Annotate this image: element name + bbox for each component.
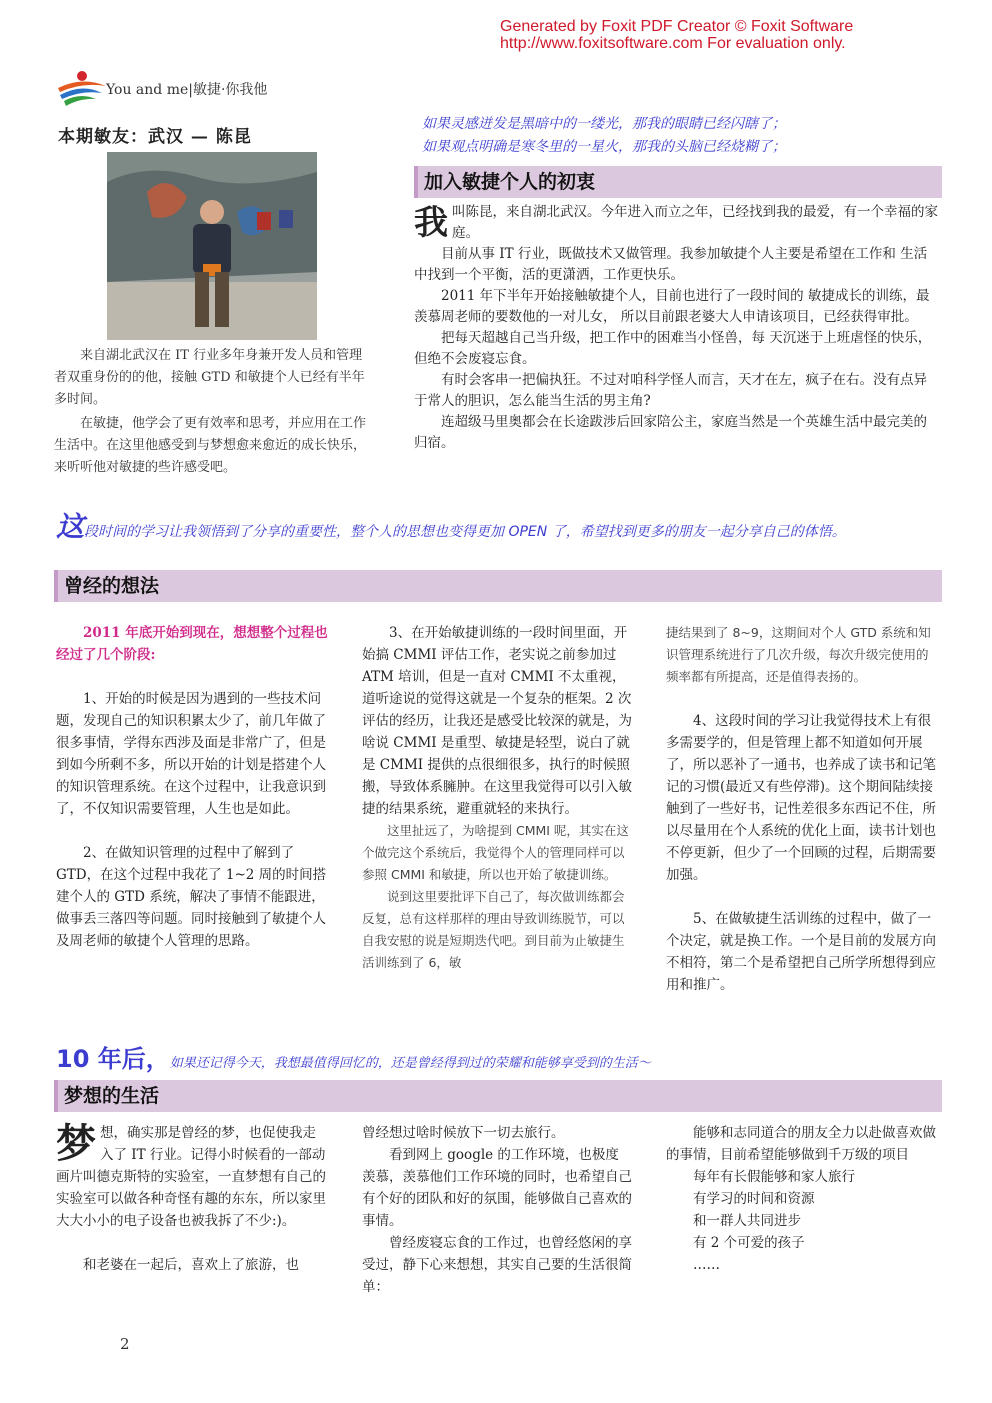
quote-line: 如果灵感迸发是黑暗中的一缕光，那我的眼睛已经闪瞎了； [422, 116, 786, 132]
profile-photo [107, 152, 317, 340]
motivation-paragraph: 有时会客串一把偏执狂。不过对咱科学怪人而言，天才在左，疯子在右。没有点异于常人的胆识，怎么能当生活的男主角? [414, 372, 927, 409]
dream-paragraph: 曾经废寝忘食的工作过，也曾经悠闲的享受过，静下心来想想，其实自己要的生活很简单： [362, 1235, 632, 1295]
section-heading-dream-life: 梦想的生活 [54, 1080, 942, 1112]
motivation-paragraph: 连超级马里奥都会在长途跋涉后回家陪公主，家庭当然是一个英雄生活中最完美的归宿。 [414, 414, 927, 451]
dream-list-item: …… [693, 1257, 720, 1273]
quote-text: 如果还记得今天，我想最值得回忆的，还是曾经得到过的荣耀和能够享受到的生活～ [169, 1056, 651, 1071]
sharing-quote [56, 510, 946, 545]
dream-life-column-1 [56, 1122, 328, 1276]
profile-caption [54, 345, 369, 481]
stage-paragraph: 3、在开始敏捷训练的一段时间里面，开始搞 CMMI 评估工作，老实说之前参加过 ATM 培训，但是一直对 CMMI 不太重视，道听途说的觉得这就是一个复杂的框架。2 次评估的经历，让我还是感受比较深的就是，为啥说 CMMI 是重型、敏捷是轻型，说白了就是 CMMI 提供的点很细很多，执行的时候照搬，导致体系臃肿。在这里我觉得可以引入敏捷的结果系统，避重就轻的来执行。 [362, 625, 632, 817]
stage-paragraph: 捷结果到了 8~9，这期间对个人 GTD 系统和知识管理系统进行了几次升级，每次升级完使用的频率都有所提高，还是值得表扬的。 [666, 625, 931, 684]
intro-quote [422, 113, 786, 159]
dream-paragraph: 能够和志同道合的朋友全力以赴做喜欢做的事情，目前希望能够做到千万级的项目 [666, 1125, 936, 1163]
dream-list-item: 有 2 个可爱的孩子 [693, 1235, 805, 1251]
quote-text: 段时间的学习让我领悟到了分享的重要性，整个人的思想也变得更加 OPEN 了，希望找到更多的朋友一起分享自己的体悟。 [84, 524, 846, 540]
quote-initial: 10 年后， [56, 1045, 170, 1073]
evaluation-watermark [500, 18, 920, 52]
stage-paragraph: 说到这里要批评下自己了，每次做训练都会反复，总有这样那样的理由导致训练脱节，可以自我安慰的说是短期迭代吧。到目前为止敏捷生活训练到了 6，敏 [362, 889, 625, 970]
past-thoughts-column-3 [666, 622, 940, 996]
past-thoughts-column-2 [362, 622, 632, 974]
drop-cap: 梦 [56, 1120, 96, 1167]
quote-initial: 这 [56, 510, 85, 543]
dream-paragraph: 想，确实那是曾经的梦，也促使我走入了 IT 行业。记得小时候看的一部动画片叫德克斯特的实验室，一直梦想有自己的实验室可以做各种奇怪有趣的东东，所以家里大大小小的电子设备也被我拆了不少:)。 [56, 1125, 326, 1229]
page-number: 2 [120, 1335, 130, 1353]
dream-life-column-2 [362, 1122, 632, 1298]
dream-paragraph: 和老婆在一起后，喜欢上了旅游，也 [83, 1257, 299, 1273]
motivation-paragraph: 把每天超越自己当升级，把工作中的困难当小怪兽，每 天沉迷于上班虐怪的快乐，但绝不会废寝忘食。 [414, 330, 932, 367]
drop-cap: 我 [414, 203, 448, 243]
motivation-paragraph: 叫陈昆，来自湖北武汉。今年进入而立之年，已经找到我的最爱，有一个幸福的家庭。 [452, 204, 938, 241]
dream-list-item: 有学习的时间和资源 [693, 1191, 815, 1207]
caption-paragraph: 在敏捷，他学会了更有效率和思考，并应用在工作生活中。在这里他感受到与梦想愈来愈近的成长快乐，来听听他对敏捷的些许感受吧。 [54, 416, 367, 475]
stage-paragraph: 5、在做敏捷生活训练的过程中，做了一个决定，就是换工作。一个是目前的发展方向不相符，第二个是希望把自己所学所想得到应用和推广。 [666, 911, 936, 993]
past-thoughts-column-1 [56, 622, 328, 952]
dream-list-item: 和一群人共同进步 [693, 1213, 801, 1229]
dream-list-item: 每年有长假能够和家人旅行 [693, 1169, 855, 1185]
dream-paragraph: 看到网上 google 的工作环境，也极度羡慕，羡慕他们工作环境的同时，也希望自己有个好的团队和好的氛围，能够做自己喜欢的事情。 [362, 1147, 632, 1229]
section-heading-motivation: 加入敏捷个人的初衷 [414, 166, 942, 198]
brand-name: You and me|敏捷·你我他 [106, 82, 268, 98]
motivation-paragraph: 目前从事 IT 行业，既做技术又做管理。我参加敏捷个人主要是希望在工作和 生活中找到一个平衡，活的更潇洒，工作更快乐。 [414, 246, 928, 283]
dream-paragraph: 曾经想过啥时候放下一切去旅行。 [362, 1125, 565, 1141]
dream-life-column-3 [666, 1122, 940, 1276]
watermark-line-1: Generated by Foxit PDF Creator © Foxit Software [500, 18, 854, 35]
stage-paragraph: 2、在做知识管理的过程中了解到了 GTD，在这个过程中我花了 1~2 周的时间搭建个人的 GTD 系统，解决了事情不能跟进，做事丢三落四等问题。同时接触到了敏捷个人及周老师的敏捷个人管理的思路。 [56, 845, 327, 949]
motivation-paragraph: 2011 年下半年开始接触敏捷个人，目前也进行了一段时间的 敏捷成长的训练，最羡慕周老师的要数他的一对儿女， 所以目前跟老婆大人申请该项目，已经获得审批。 [414, 288, 930, 325]
motivation-body [414, 202, 940, 454]
future-quote [56, 1046, 946, 1077]
stage-paragraph: 1、开始的时候是因为遇到的一些技术问题，发现自己的知识积累太少了，前几年做了很多事情，学得东西涉及面是非常广了，但是到如今所剩不多，所以开始的计划是搭建个人的知识管理系统。在这个过程中，让我意识到了，不仅知识需要管理，人生也是如此。 [56, 691, 326, 817]
magazine-logo-icon [52, 68, 112, 110]
stages-intro: 2011 年底开始到现在，想想整个过程也经过了几个阶段: [56, 625, 328, 663]
stage-paragraph: 这里扯远了，为啥提到 CMMI 呢，其实在这个做完这个系统后，我觉得个人的管理同样可以参照 CMMI 和敏捷，所以也开始了敏捷训练。 [362, 823, 629, 882]
featured-friend-title: 本期敏友：武汉 — 陈昆 [58, 127, 252, 147]
quote-line: 如果观点明确是寒冬里的一星火，那我的头脑已经烧糊了； [422, 139, 786, 155]
watermark-line-2: http://www.foxitsoftware.com For evaluation only. [500, 35, 846, 52]
caption-paragraph: 来自湖北武汉在 IT 行业多年身兼开发人员和管理者双重身份的的他，接触 GTD 和敏捷个人已经有半年多时间。 [54, 348, 365, 407]
stage-paragraph: 4、这段时间的学习让我觉得技术上有很多需要学的，但是管理上都不知道如何开展了，所以恶补了一通书，也养成了读书和记笔记的习惯(最近又有些停滞)。这个期间陆续接触到了一些好书，记性差很多东西记不住，所以尽量用在个人系统的优化上面，读书计划也不停更新，但少了一个回顾的过程，后期需要加强。 [666, 713, 936, 883]
section-heading-past-thoughts: 曾经的想法 [54, 570, 942, 602]
